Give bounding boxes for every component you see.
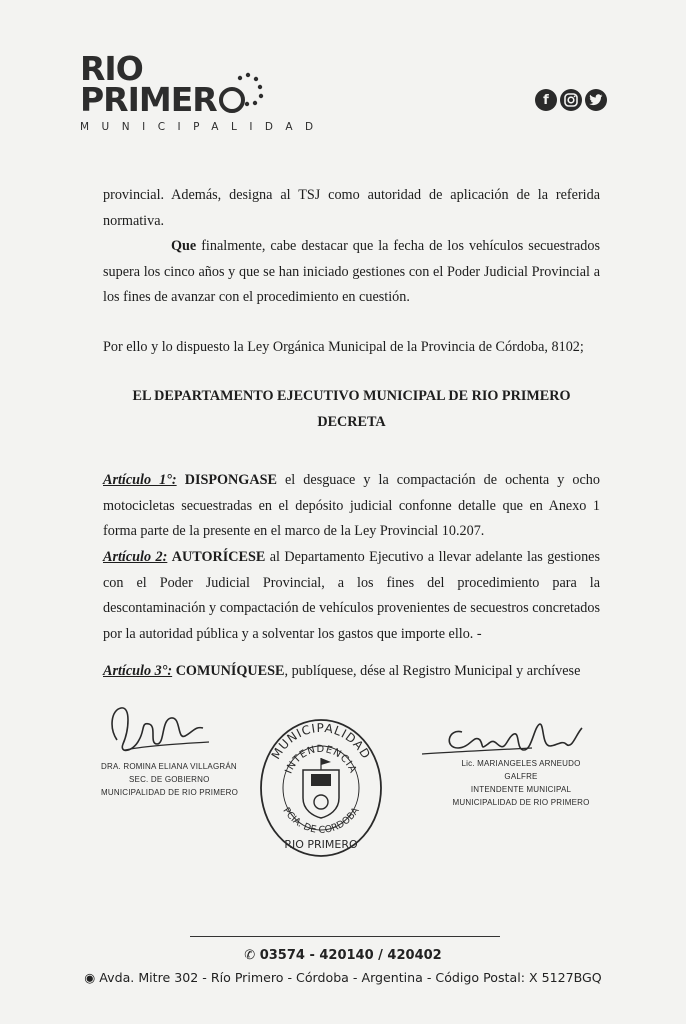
seal-town-text: RIO PRIMERO	[284, 838, 358, 851]
left-signer-org: MUNICIPALIDAD DE RIO PRIMERO	[101, 788, 239, 797]
instagram-icon[interactable]	[560, 89, 582, 111]
footer-address: ◉ Avda. Mitre 302 - Río Primero - Córdoba - Argentina - Código Postal: X 5127BGQ	[84, 970, 602, 985]
article-3: Artículo 3°: COMUNÍQUESE, publíquese, dése al Registro Municipal y archívese	[103, 663, 581, 679]
right-signer-org: MUNICIPALIDAD DE RIO PRIMERO	[452, 798, 590, 807]
left-signature-scribble	[105, 700, 215, 762]
seal-bottom-text: PCIA. DE CORDOBA	[280, 805, 362, 836]
left-signer-role: SEC. DE GOBIERNO	[129, 775, 210, 784]
article-1: Artículo 1°: DISPONGASE el desguace y la compactación de ochenta y ocho motocicletas secuestradas en el depósito judicial confonne detalle que en Anexo 1 forma parte de la presente en el marco de la Ley Provincial 10.207.	[103, 472, 600, 539]
right-signer-name: Lic. MARIANGELES ARNEUDO GALFRE	[461, 759, 581, 781]
left-signer-name: DRA. ROMINA ELIANA VILLAGRÁN	[101, 762, 237, 771]
paragraph-que: Que finalmente, cabe destacar que la fecha de los vehículos secuestrados supera los cinco años y que se han iniciado gestiones con el Poder Judicial Provincial a los fines de avanzar con el procedimiento en cuestión.	[103, 238, 600, 305]
right-signature-block	[446, 757, 596, 809]
social-icons	[535, 89, 607, 111]
logo-dots-icon	[232, 70, 272, 110]
facebook-icon[interactable]: f	[535, 89, 557, 111]
article-2: Artículo 2: AUTORÍCESE al Departamento Ejecutivo a llevar adelante las gestiones con el Poder Judicial Provincial, a los fines del procedimiento para la descontaminación y compactación de vehículos provenientes de secuestros concretados por la autoridad pública y a solventar los gastos que importe ello. -	[103, 549, 600, 642]
twitter-icon[interactable]	[585, 89, 607, 111]
decree-heading: EL DEPARTAMENTO EJECUTIVO MUNICIPAL DE RIO PRIMERO	[132, 388, 571, 404]
seal-top-text: MUNICIPALIDAD	[268, 720, 374, 762]
right-signer-role: INTENDENTE MUNICIPAL	[470, 785, 572, 794]
municipal-seal	[255, 712, 385, 860]
paragraph-continuation: provincial. Además, designa al TSJ como autoridad de aplicación de la referida normativa.	[103, 187, 600, 229]
logo-rio-text: RIO	[80, 49, 143, 88]
municipal-logo	[80, 49, 326, 133]
seal-middle-text: INTENDENCIA	[283, 743, 359, 776]
logo-municipalidad-text: MUNICIPALIDAD	[80, 121, 326, 133]
footer-divider	[190, 936, 500, 937]
svg-text:MUNICIPALIDAD	[269, 721, 374, 762]
svg-text:PCIA. DE CORDOBA	[280, 805, 361, 836]
phone-icon: ✆	[244, 948, 260, 963]
logo-primero-text: PRIMER	[80, 83, 326, 116]
decree-decreta: DECRETA	[317, 414, 386, 430]
left-signature-block	[101, 760, 251, 799]
location-pin-icon: ◉	[84, 970, 100, 985]
footer-phone: ✆ 03574 - 420140 / 420402	[244, 948, 442, 963]
seal-shield-icon	[303, 758, 339, 818]
paragraph-por-ello: Por ello y lo dispuesto la Ley Orgánica Municipal de la Provincia de Córdoba, 8102;	[103, 339, 584, 355]
